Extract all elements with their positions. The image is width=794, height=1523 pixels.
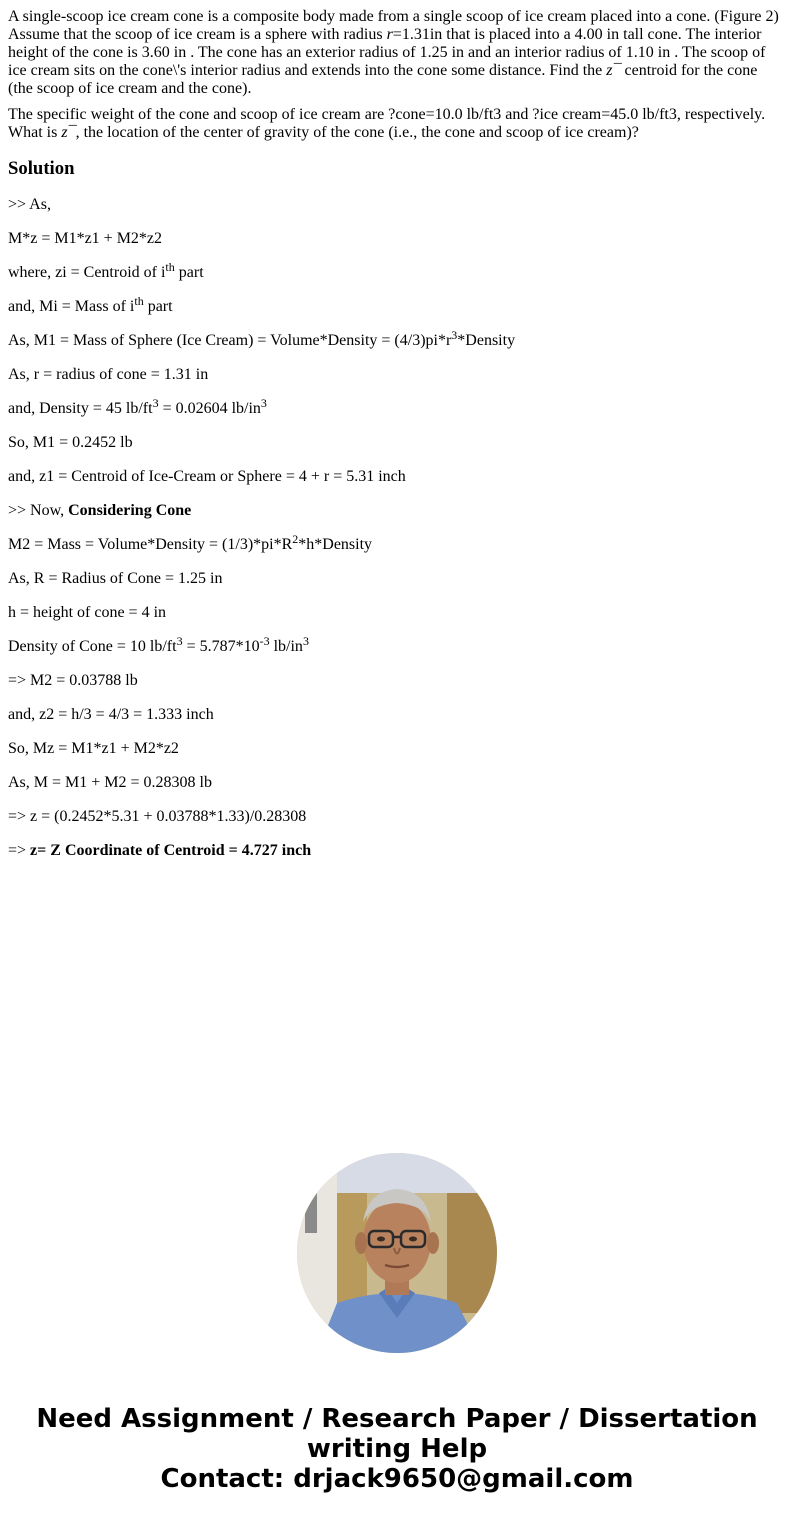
superscript: 3 — [152, 396, 159, 410]
text: part — [143, 298, 173, 315]
text: and, Mi = Mass of i — [8, 298, 135, 315]
superscript: th — [134, 294, 144, 308]
problem-text: centroid for the cone (the scoop of ice cream and the cone). — [8, 62, 758, 97]
text: *Density — [457, 332, 516, 349]
var-zbar: z¯ — [606, 62, 621, 79]
text: >> Now, — [8, 502, 69, 519]
superscript: 3 — [451, 328, 458, 342]
final-answer: z= Z Coordinate of Centroid = 4.727 inch — [30, 842, 312, 859]
text: As, M1 = Mass of Sphere (Ice Cream) = Volume*Density = (4/3)pi*r — [8, 332, 452, 349]
problem-paragraph-1 — [8, 8, 786, 98]
superscript: th — [165, 260, 175, 274]
problem-text: =1.31in that is placed into a 4.00 in tall cone. The interior height of the cone is 3.60 in . The cone has an exterior radius of 1.25 in and an interior radius of 1.10 in . The scoop of ice cream sits on the cone\'s interior radius and extends into the cone some distance. Find the — [8, 26, 766, 79]
var-zbar: z¯ — [61, 124, 76, 141]
solution-line — [8, 294, 786, 316]
solution-line — [8, 260, 786, 282]
solution-line: => z = (0.2452*5.31 + 0.03788*1.33)/0.28308 — [8, 808, 307, 825]
solution-line: => M2 = 0.03788 lb — [8, 672, 138, 689]
text: *h*Density — [298, 536, 373, 553]
text: = 5.787*10 — [182, 638, 260, 655]
problem-text: A single-scoop ice cream cone is a composite body made from a single scoop of ice cream placed into a cone. (Figure 2) Assume that the scoop of ice cream is a sphere with radius — [8, 8, 779, 43]
solution-line — [8, 396, 786, 418]
document-body — [8, 8, 786, 876]
footer-contact: Contact: drjack9650@gmail.com — [160, 1464, 634, 1494]
text: = 0.02604 lb/in — [158, 400, 261, 417]
solution-line — [8, 328, 786, 350]
solution-line: M*z = M1*z1 + M2*z2 — [8, 230, 163, 247]
solution-heading: Solution — [8, 158, 75, 179]
solution-line — [8, 502, 786, 520]
bold-text: Considering Cone — [68, 502, 192, 519]
footer-line: Need Assignment / Research Paper / Dissertation — [36, 1404, 758, 1434]
text: lb/in — [269, 638, 303, 655]
superscript: 3 — [176, 634, 183, 648]
superscript: -3 — [259, 634, 270, 648]
solution-line: So, M1 = 0.2452 lb — [8, 434, 133, 451]
superscript: 3 — [260, 396, 267, 410]
solution-line: As, R = Radius of Cone = 1.25 in — [8, 570, 223, 587]
avatar-portrait — [297, 1153, 497, 1353]
author-avatar — [297, 1153, 497, 1353]
solution-line — [8, 634, 786, 656]
footer-banner — [0, 1404, 794, 1494]
text: Density of Cone = 10 lb/ft — [8, 638, 177, 655]
solution-line: h = height of cone = 4 in — [8, 604, 167, 621]
problem-paragraph-2 — [8, 106, 786, 142]
problem-text: , the location of the center of gravity of the cone (i.e., the cone and scoop of ice cream)? — [75, 124, 639, 141]
solution-line — [8, 532, 786, 554]
solution-line: As, M = M1 + M2 = 0.28308 lb — [8, 774, 212, 791]
superscript: 2 — [292, 532, 299, 546]
solution-line — [8, 842, 786, 860]
solution-line: and, z1 = Centroid of Ice-Cream or Sphere = 4 + r = 5.31 inch — [8, 468, 406, 485]
problem-text: The specific weight of the cone and scoop of ice cream are ?cone=10.0 lb/ft3 and ?ice cream=45.0 lb/ft3, respectively. What is — [8, 106, 766, 141]
var-r: r — [386, 26, 393, 43]
text: part — [174, 264, 204, 281]
solution-line: So, Mz = M1*z1 + M2*z2 — [8, 740, 179, 757]
text: M2 = Mass = Volume*Density = (1/3)*pi*R — [8, 536, 293, 553]
footer-line: writing Help — [306, 1434, 488, 1464]
solution-line: and, z2 = h/3 = 4/3 = 1.333 inch — [8, 706, 214, 723]
superscript: 3 — [302, 634, 309, 648]
text: => — [8, 842, 31, 859]
solution-line: As, r = radius of cone = 1.31 in — [8, 366, 209, 383]
solution-line: >> As, — [8, 196, 51, 213]
text: where, zi = Centroid of i — [8, 264, 166, 281]
text: and, Density = 45 lb/ft — [8, 400, 153, 417]
